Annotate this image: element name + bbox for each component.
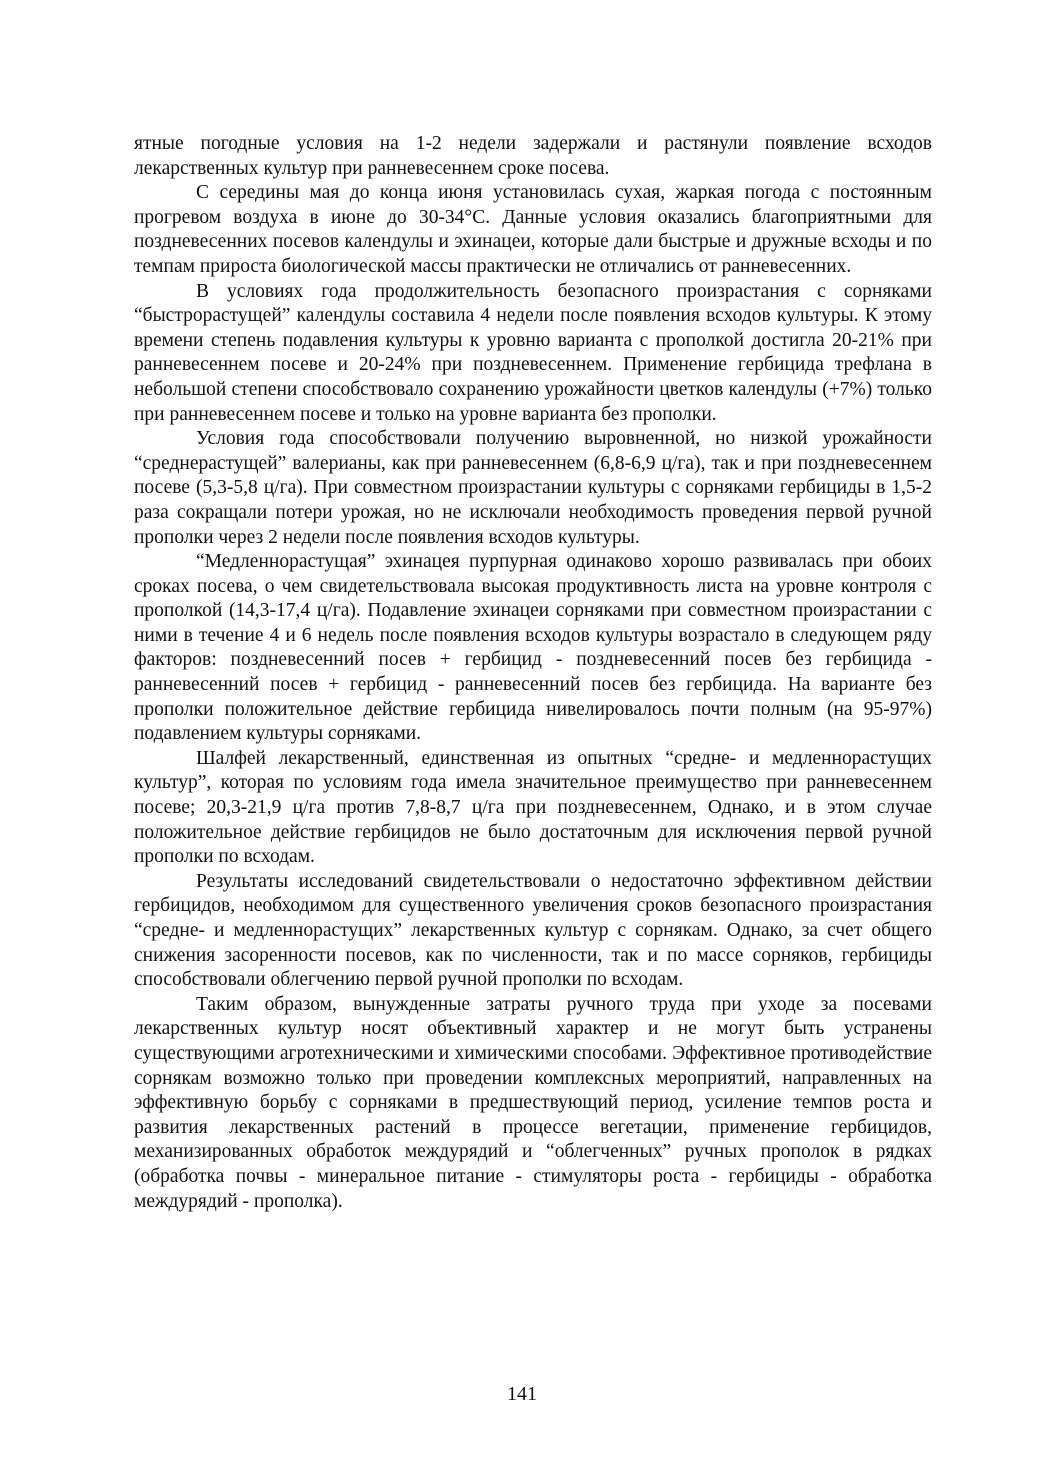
paragraph-2: С середины мая до конца июня установилась сухая, жаркая погода с постоянным прогревом воздуха в июне до 30-34°С. Данные условия оказались благоприятными для поздневесенних посевов календулы и эхинацеи, которые дали быстрые и дружные всходы и по темпам прироста биологической массы практически не отличались от ранневесенних. xyxy=(134,182,932,277)
paragraph-8: Таким образом, вынужденные затраты ручного труда при уходе за посевами лекарственных культур носят объективный характер и не могут быть устранены существующими агротехническими и химическими способами. Эффективное противодействие сорнякам возможно только при проведении комплексных мероприятий, направленных на эффективную борьбу с сорняками в предшествующий период, усиление темпов роста и развития лекарственных растений в процессе вегетации, применение гербицидов, механизированных обработок междурядий и “облегченных” ручных прополок в рядках (обработка почвы - минеральное питание - стимуляторы роста - гербициды - обработка междурядий - прополка). xyxy=(134,993,932,1212)
paragraph-5: “Медленнорастущая” эхинацея пурпурная одинаково хорошо развивалась при обоих сроках посева, о чем свидетельствовала высокая продуктивность листа на уровне контроля с прополкой (14,3-17,4 ц/га). Подавление эхинацеи сорняками при совместном произрастании с ними в течение 4 и 6 недель после появления всходов культуры возрастало в следующем ряду факторов: поздневесенний посев + гербицид - поздневесенний посев без гербицида - ранневесенний посев + гербицид - ранневесенний посев без гербицида. На варианте без прополки положительное действие гербицида нивелировалось почти полным (на 95-97%) подавлением культуры сорняками. xyxy=(134,551,932,745)
page-number: 141 xyxy=(507,1383,537,1405)
paragraph-1: ятные погодные условия на 1-2 недели задержали и растянули появление всходов лекарственных культур при ранневесеннем сроке посева. xyxy=(134,133,932,179)
paragraph-6: Шалфей лекарственный, единственная из опытных “средне- и медленнорастущих культур”, которая по условиям года имела значительное преимущество при ранневесеннем посеве; 20,3-21,9 ц/га против 7,8-8,7 ц/га при поздневесеннем, Однако, и в этом случае положительное действие гербицидов не было достаточным для исключения первой ручной прополки по всходам. xyxy=(134,747,932,868)
paragraph-4: Условия года способствовали получению выровненной, но низкой урожайности “среднерастущей” валерианы, как при ранневесеннем (6,8-6,9 ц/га), так и при поздневесеннем посеве (5,3-5,8 ц/га). При совместном произрастании культуры с сорняками гербициды в 1,5-2 раза сокращали потери урожая, но не исключали необходимость проведения первой ручной прополки через 2 недели после появления всходов культуры. xyxy=(134,428,932,548)
paragraph-3: В условиях года продолжительность безопасного произрастания с сорняками “быстрорастущей” календулы составила 4 недели после появления всходов культуры. К этому времени степень подавления культуры к уровню варианта с прополкой достигла 20-21% при ранневесеннем посеве и 20-24% при поздневесеннем. Применение гербицида трефлана в небольшой степени способствовало сохранению урожайности цветков календулы (+7%) только при ранневесеннем посеве и только на уровне варианта без прополки. xyxy=(134,280,932,425)
body-text xyxy=(134,132,932,1214)
paragraph-7: Результаты исследований свидетельствовали о недостаточно эффективном действии гербицидов, необходимом для существенного увеличения сроков безопасного произрастания “средне- и медленнорастущих” лекарственных культур с сорнякам. Однако, за счет общего снижения засоренности посевов, как по численности, так и по массе сорняков, гербициды способствовали облегчению первой ручной прополки по всходам. xyxy=(134,870,932,991)
